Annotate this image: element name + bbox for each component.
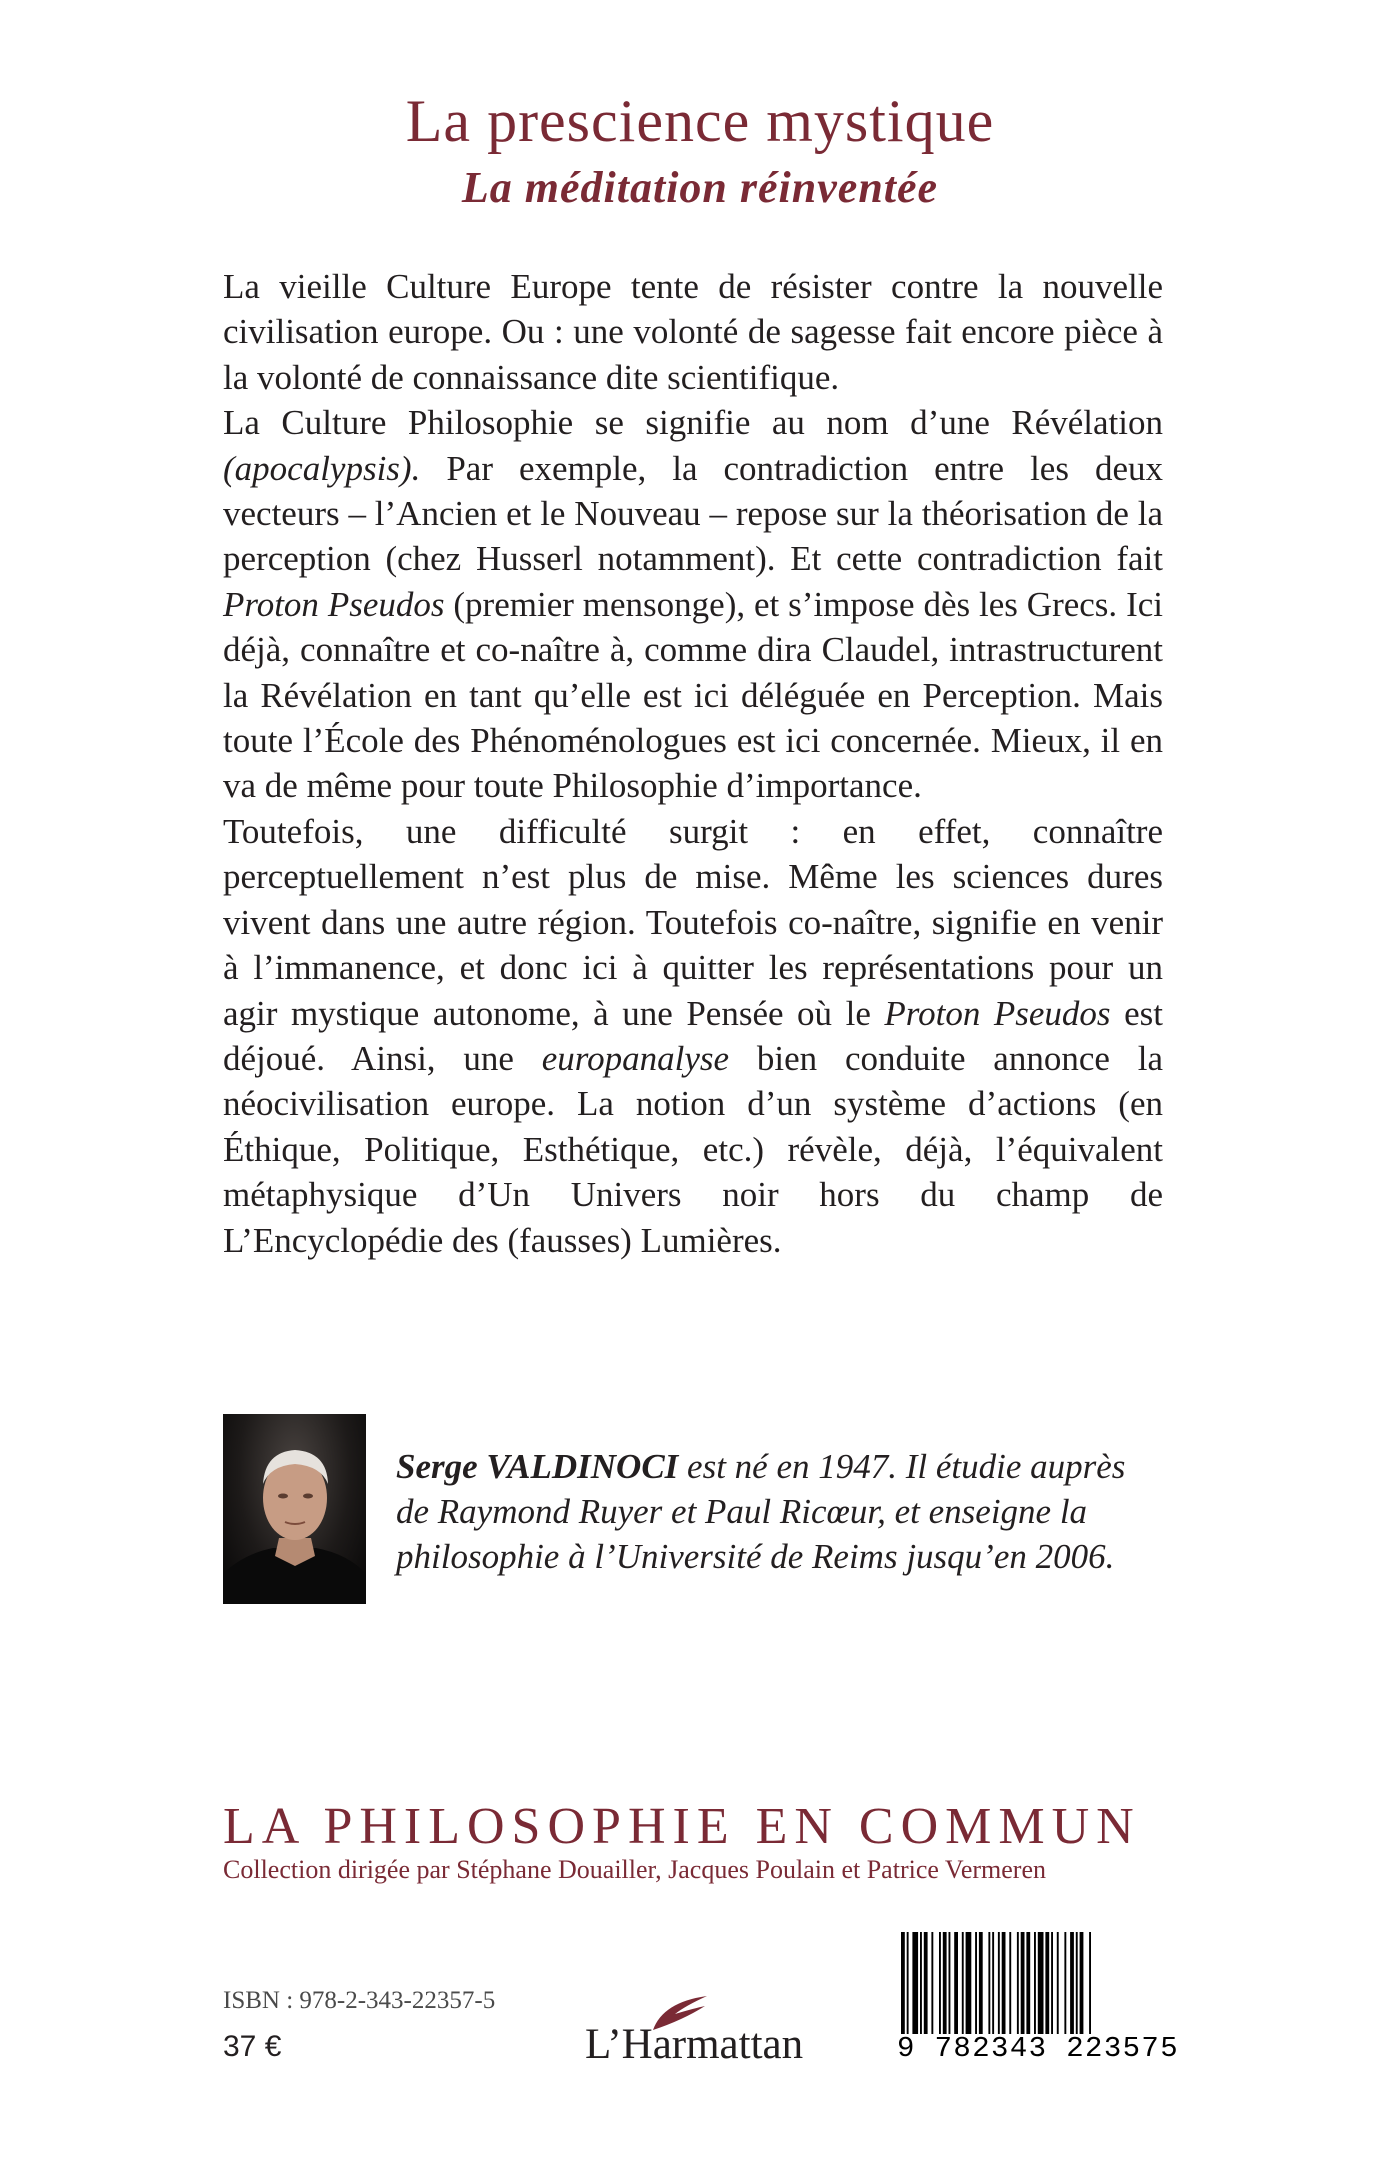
barcode-bar [1021,1932,1025,2038]
blurb-text: bien conduite annonce la néocivilisation europe. La notion d’un système d’actions (en Éthique, Politique, Esthétique, etc.) révèle, déjà, l’équivalent métaphysique d’Un Univers noir hors du champ de L’Encyclopédie des (fausses) Lumières. [223,1038,1164,1260]
barcode-bar [1076,1932,1078,2038]
back-cover-blurb [223,264,1163,1263]
blurb-italic-apocalypsis: (apocalypsis). [223,448,421,488]
barcode-number: 9 782343 223575 [897,2032,1180,2065]
barcode-bar [966,1932,972,2038]
barcode-bar [1057,1932,1059,2038]
price: 37 € [223,2030,282,2063]
barcode-bar [979,1932,983,2038]
barcode-bar [924,1932,928,2038]
barcode-bar [1038,1932,1044,2038]
blurb-text: est déjoué. Ainsi, une [223,993,1163,1078]
barcode-bar [975,1932,977,2038]
blurb-paragraph-1: La vieille Culture Europe tente de résister contre la nouvelle civilisation europe. Ou : une volonté de sagesse fait encore pièce à la volonté de connaissance dite scientifique. [223,267,1163,397]
barcode-bar [901,1932,905,2038]
author-photo [223,1414,366,1604]
barcode-bar [1009,1932,1011,2038]
barcode-bar [992,1932,994,2038]
blurb-paragraph-3 [223,809,1163,1263]
series-directors: Collection dirigée par Stéphane Douailler, Jacques Poulain et Patrice Vermeren [223,1855,1046,1884]
blurb-italic-europanalyse: europanalyse [541,1038,730,1078]
blurb-italic-proton-pseudos: Proton Pseudos [884,993,1111,1033]
publisher-name: L’Harmattan [585,2021,804,2068]
blurb-italic-proton-pseudos: Proton Pseudos [223,584,445,624]
barcode-bar [931,1932,933,2038]
author-name: Serge VALDINOCI [396,1447,679,1486]
book-title: La prescience mystique [405,88,995,154]
barcode-bar [949,1932,951,2038]
barcode-bar [1017,1932,1019,2038]
blurb-text: Toutefois, une difficulté surgit : en effet, connaître perceptuellement n’est plus de mise. Même les sciences dures vivent dans une autre région. Toutefois co-naître, signifie en venir à l’immanence, et donc ici à quitter les représentations pour un agir mystique autonome, à une Pensée où le [223,811,1163,1033]
author-bio-body: est né en 1947. Il étudie auprès de Raymond Ruyer et Paul Ricœur, et enseigne la philosophie à l’Université de Reims jusqu’en 2006. [396,1447,1126,1576]
barcode-bar [1064,1932,1066,2038]
barcode-bar [912,1932,918,2038]
blurb-text: La Culture Philosophie se signifie au nom d’une Révélation [223,403,1163,443]
barcode-bars [897,1930,1162,2040]
barcode-bar [962,1932,964,2038]
barcode-bar [954,1932,958,2038]
blurb-text: (premier mensonge), et s’impose dès les Grecs. Ici déjà, connaître et co-naître à, comme dira Claudel, intrastructurent la Révélation en tant qu’elle est ici déléguée en Perception. Mais toute l’École des Phénoménologues est ici concernée. Mieux, il en va de même pour toute Philosophie d’importance. [223,584,1163,806]
series-title: LA PHILOSOPHIE EN COMMUN [223,1798,1141,1855]
barcode-bar [943,1932,947,2038]
barcode-bar [1034,1932,1036,2038]
barcode-bar [1080,1932,1084,2038]
barcode-bar [1051,1932,1053,2038]
barcode-bar [988,1932,990,2038]
book-subtitle: La méditation réinventée [461,163,939,212]
isbn: ISBN : 978-2-343-22357-5 [223,1987,496,2014]
author-bio [396,1444,1161,1579]
barcode-bar [939,1932,941,2038]
barcode-bar [1026,1932,1030,2038]
barcode-bar [998,1932,1000,2038]
barcode [897,1930,1180,2065]
barcode-bar [1070,1932,1074,2038]
barcode-bar [920,1932,922,2038]
publisher-logo [585,1992,815,2072]
barcode-bar [1045,1932,1049,2038]
barcode-bar [1089,1932,1091,2038]
author-bio-text [396,1444,1161,1579]
barcode-bar [907,1932,909,2038]
blurb-paragraph-2 [223,400,1163,809]
blurb-text: Par exemple, la contradiction entre les deux vecteurs – l’Ancien et le Nouveau – repose sur la théorisation de la perception (chez Husserl notamment). Et cette contradiction fait [223,448,1163,579]
barcode-bar [1002,1932,1006,2038]
